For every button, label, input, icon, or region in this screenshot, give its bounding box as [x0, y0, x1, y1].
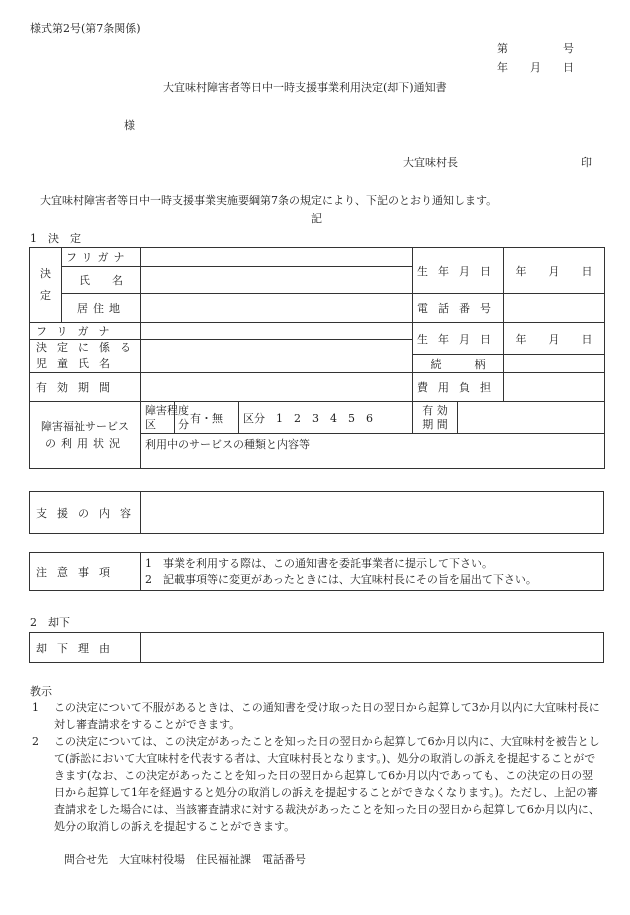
address-field[interactable] — [141, 294, 413, 323]
category-options[interactable]: 区分 1 2 3 4 5 6 — [239, 402, 413, 434]
decided-person-label: 決 定 — [30, 248, 62, 323]
support-field[interactable] — [141, 492, 604, 534]
relationship-label: 続 柄 — [413, 355, 504, 373]
cost-label: 費用負担 — [413, 373, 504, 402]
yes-no-option[interactable]: 有・無 — [175, 402, 239, 434]
relationship-field[interactable] — [504, 355, 605, 373]
child-name-label: 決定に係る 児童氏名 — [30, 340, 141, 373]
birthdate-field[interactable]: 年 月 日 — [504, 248, 605, 294]
address-label: 居住地 — [62, 294, 141, 323]
name-label: 氏 名 — [62, 267, 141, 294]
furigana-field[interactable] — [141, 248, 413, 267]
note-item: 1 事業を利用する際は、この通知書を委託事業者に提示して下さい。 — [145, 556, 493, 570]
child-name-field[interactable] — [141, 340, 413, 373]
contact-info: 問合せ先 大宜味村役場 住民福祉課 電話番号 — [64, 853, 306, 866]
instruction-item: 1 この決定について不服があるときは、この通知書を受け取った日の翌日から起算して3か月以内に大宜味村長に対し審査請求をすることができます。 — [32, 701, 600, 731]
document-number-label: 第 号 — [497, 42, 574, 55]
section-1-heading: 1 決 定 — [30, 232, 81, 245]
seal-mark: 印 — [581, 156, 592, 169]
note-item: 2 記載事項等に変更があったときには、大宜味村長にその旨を届出て下さい。 — [145, 572, 537, 586]
child-furigana-field[interactable] — [141, 323, 413, 340]
notes-content — [141, 553, 604, 591]
child-birthdate-label: 生年月日 — [413, 323, 504, 355]
ki-label: 記 — [311, 212, 322, 225]
rejection-reason-field[interactable] — [141, 633, 604, 663]
document-title: 大宜味村障害者等日中一時支援事業利用決定(却下)通知書 — [163, 81, 447, 94]
support-label: 支援の内容 — [30, 492, 141, 534]
notes-table — [29, 552, 604, 591]
name-field[interactable] — [141, 267, 413, 294]
service-detail-field[interactable]: 利用中のサービスの種類と内容等 — [141, 434, 605, 469]
support-table — [29, 491, 604, 534]
addressee-suffix: 様 — [124, 119, 135, 132]
issuer-name: 大宜味村長 — [403, 156, 458, 169]
child-birthdate-field[interactable]: 年 月 日 — [504, 323, 605, 355]
disability-level-label: 障害程度 区 分 — [141, 402, 175, 434]
service-validity-field[interactable] — [458, 402, 605, 434]
child-furigana-label: フリガナ — [30, 323, 141, 340]
phone-label: 電話番号 — [413, 294, 504, 323]
intro-text: 大宜味村障害者等日中一時支援事業実施要綱第7条の規定により、下記のとおり通知します。 — [40, 194, 498, 207]
birthdate-label: 生年月日 — [413, 248, 504, 294]
form-number: 様式第2号(第7条関係) — [30, 22, 141, 35]
validity-field[interactable] — [141, 373, 413, 402]
phone-field[interactable] — [504, 294, 605, 323]
rejection-reason-label: 却下理由 — [30, 633, 141, 663]
cost-field[interactable] — [504, 373, 605, 402]
notes-label: 注意事項 — [30, 553, 141, 591]
instruction-item: 2 この決定については、この決定があったことを知った日の翌日から起算して6か月以内に、大宜味村を被告として(訴訟において大宜味村を代表する者は、大宜味村長となります。)、処分の取消しの訴えを提起することができます(なお、この決定があったことを知った日の翌日から起算して6か月以内であっても、この決定の日の翌日から起算して1年を経過すると処分の取消しの訴えを提起することができなくなります。)。ただし、上記の審査請求をした場合には、当該審査請求に対する裁決があったことを知った日の翌日から起算して6か月以内に、処分の取消しの訴えを提起することができます。 — [32, 735, 600, 833]
rejection-table — [29, 632, 604, 663]
service-status-label: 障害福祉サービス の利用状況 — [30, 402, 141, 469]
section-2-heading: 2 却下 — [30, 616, 70, 629]
issue-date-label: 年 月 日 — [497, 61, 574, 74]
service-validity-label: 有 効 期 間 — [413, 402, 458, 434]
instruction-heading: 教示 — [30, 685, 52, 698]
instruction-list — [32, 699, 600, 835]
decision-table — [29, 247, 605, 469]
validity-label: 有効期間 — [30, 373, 141, 402]
furigana-label: フリガナ — [62, 248, 141, 267]
